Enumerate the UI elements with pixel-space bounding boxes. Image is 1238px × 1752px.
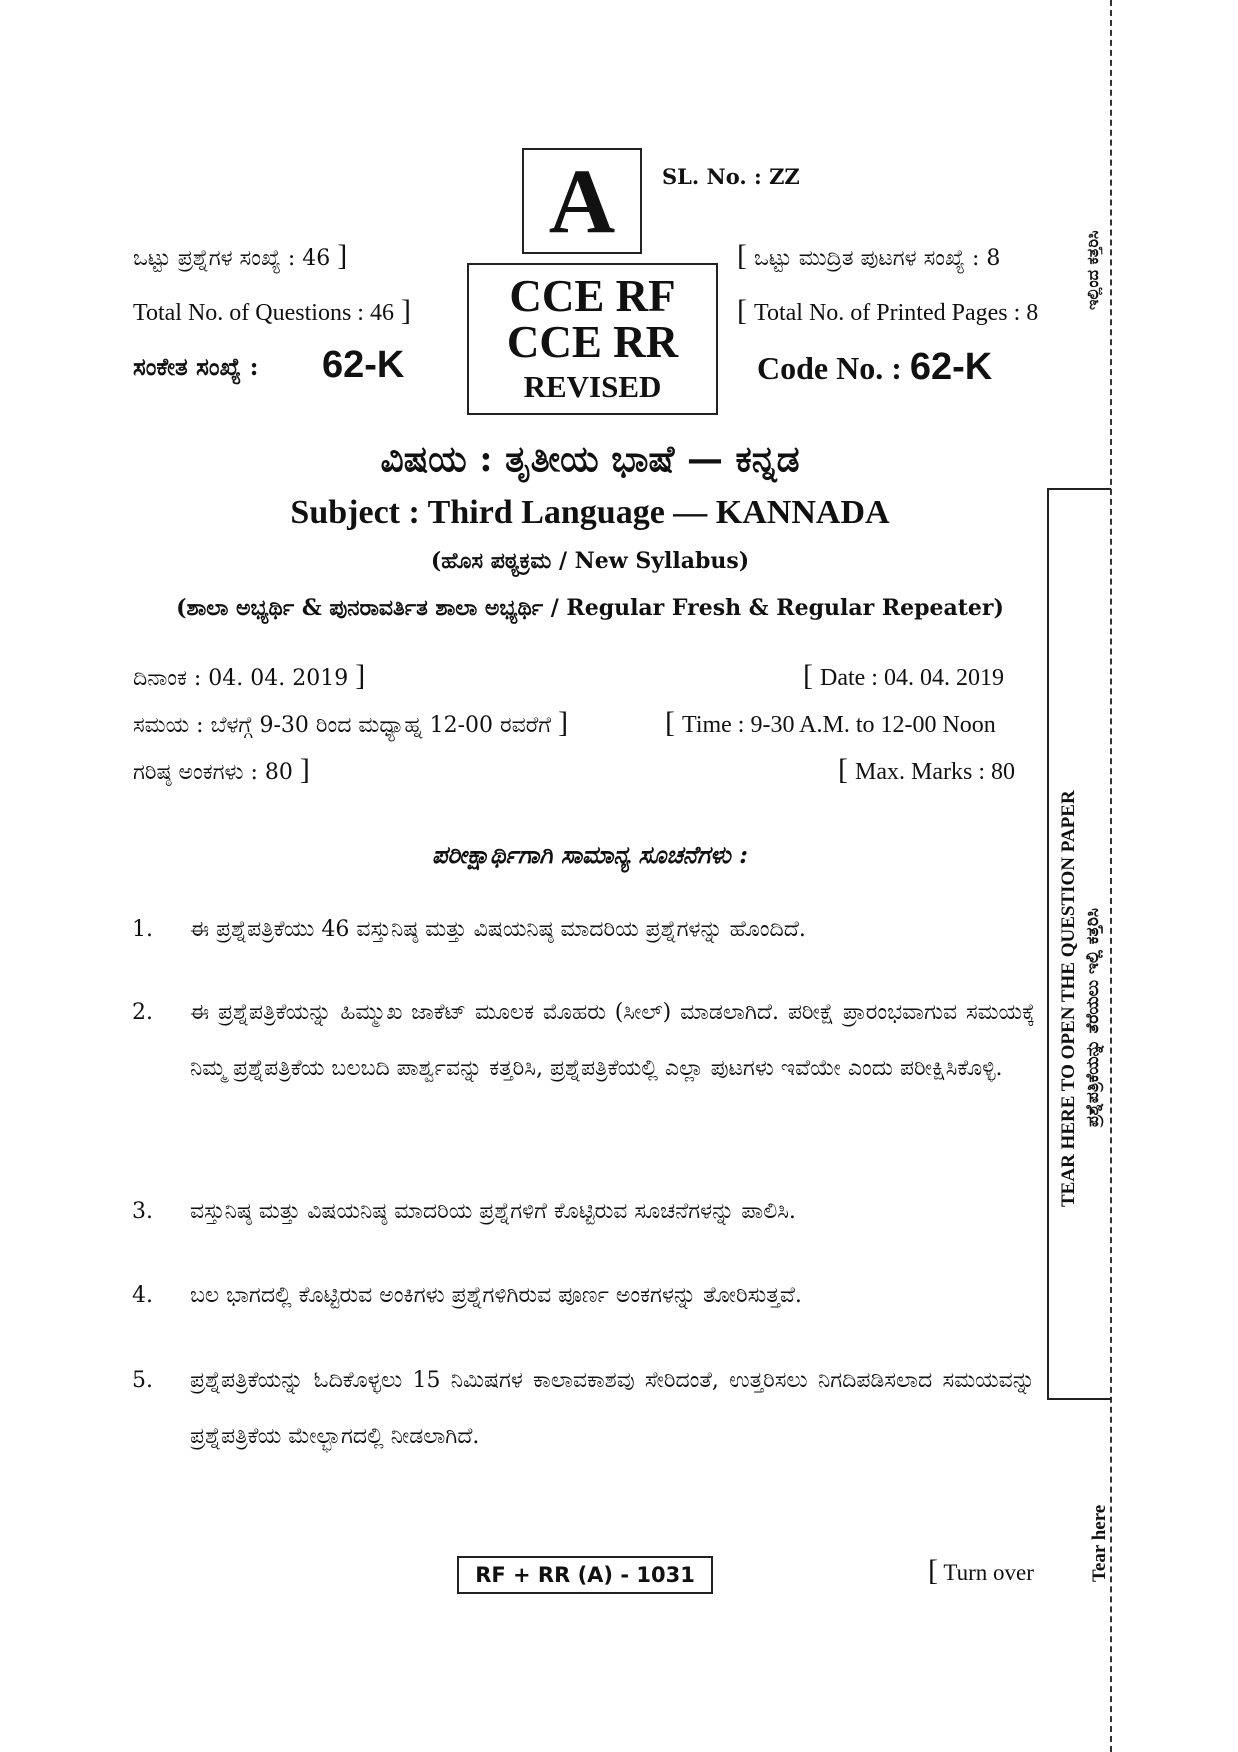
paper-code-box: RF + RR (A) - 1031 (457, 1556, 713, 1594)
total-questions-kn: ಒಟ್ಟು ಪ್ರಶ್ನೆಗಳ ಸಂಖ್ಯೆ : 46 ] (133, 239, 348, 272)
code-number-en-label: Code No. : (757, 350, 902, 386)
version-letter-box: A (522, 148, 642, 254)
course-line-rr: CCE RR (506, 317, 679, 367)
printed-pages-kn: [ ಒಟ್ಟು ಮುದ್ರಿತ ಪುಟಗಳ ಸಂಖ್ಯೆ : 8 (737, 239, 1001, 272)
code-number-kn-value: 62-K (322, 344, 405, 386)
instruction-text: ಪ್ರಶ್ನೆಪತ್ರಿಕೆಯನ್ನು ಓದಿಕೊಳ್ಳಲು 15 ನಿಮಿಷಗಳ ಕಾಲಾವಕಾಶವು ಸೇರಿದಂತೆ, ಉತ್ತರಿಸಲು ನಿಗದಿಪಡಿಸಲಾದ ಸಮಯವನ್ನು ಪ್ರಶ್ನೆಪತ್ರಿಕೆಯ ಮೇಲ್ಭಾಗದಲ್ಲಿ ನೀಡಲಾಗಿದೆ. (190, 1368, 1035, 1449)
instruction-text: ವಸ್ತುನಿಷ್ಠ ಮತ್ತು ವಿಷಯನಿಷ್ಠ ಮಾದರಿಯ ಪ್ರಶ್ನೆಗಳಿಗೆ ಕೊಟ್ಟಿರುವ ಸೂಚನೆಗಳನ್ನು ಪಾಲಿಸಿ. (190, 1199, 796, 1224)
tear-top-label-kn: ಇಲ್ಲಿಂದ ಕತ್ತರಿಸಿ (1083, 230, 1102, 310)
date-en: [ Date : 04. 04. 2019 (803, 659, 1004, 692)
instruction-number: 1. (132, 917, 153, 942)
time-kn: ಸಮಯ : ಬೆಳಗ್ಗೆ 9-30 ರಿಂದ ಮಧ್ಯಾಹ್ನ 12-00 ರವರೆಗೆ ] (133, 706, 569, 739)
turn-over-note: [ Turn over (928, 1554, 1034, 1587)
course-line-rf: CCE RF (509, 271, 676, 321)
course-box (467, 263, 718, 415)
instruction-number: 5. (132, 1368, 153, 1393)
date-kn: ದಿನಾಂಕ : 04. 04. 2019 ] (133, 659, 366, 692)
instruction-text: ಬಲ ಭಾಗದಲ್ಲಿ ಕೊಟ್ಟಿರುವ ಅಂಕಿಗಳು ಪ್ರಶ್ನೆಗಳಿಗಿರುವ ಪೂರ್ಣ ಅಂಕಗಳನ್ನು ತೋರಿಸುತ್ತವೆ. (190, 1283, 802, 1308)
total-questions-en: Total No. of Questions : 46 ] (133, 294, 411, 327)
course-line-revised: REVISED (523, 369, 662, 404)
instruction-number: 4. (132, 1283, 153, 1308)
tear-label-en: TEAR HERE TO OPEN THE QUESTION PAPER (1058, 790, 1079, 1207)
code-number-en-value: 62-K (909, 346, 993, 388)
printed-pages-en: [ Total No. of Printed Pages : 8 (737, 294, 1039, 327)
instruction-number: 2. (132, 1000, 153, 1025)
instructions-title: ಪರೀಕ್ಷಾರ್ಥಿಗಾಗಿ ಸಾಮಾನ್ಯ ಸೂಚನೆಗಳು : (432, 840, 748, 869)
instruction-text: ಈ ಪ್ರಶ್ನೆಪತ್ರಿಕೆಯು 46 ವಸ್ತುನಿಷ್ಠ ಮತ್ತು ವಿಷಯನಿಷ್ಠ ಮಾದರಿಯ ಪ್ರಶ್ನೆಗಳನ್ನು ಹೊಂದಿದೆ. (190, 917, 806, 942)
tear-here-label: Tear here (1089, 1504, 1110, 1582)
time-en: [ Time : 9-30 A.M. to 12-00 Noon (665, 706, 996, 739)
tear-label-kn: ಪ್ರಶ್ನೆಪತ್ರಿಕೆಯನ್ನು ತೆರೆಯಲು ಇಲ್ಲಿ ಕತ್ತರಿಸಿ (1083, 908, 1103, 1127)
max-marks-en: [ Max. Marks : 80 (838, 753, 1015, 786)
syllabus-line: (ಹೊಸ ಪಠ್ಯಕ್ರಮ / New Syllabus) (430, 548, 750, 574)
subject-title-en: Subject : Third Language — KANNADA (290, 494, 890, 531)
instruction-text: ಈ ಪ್ರಶ್ನೆಪತ್ರಿಕೆಯನ್ನು ಹಿಮ್ಮುಖ ಜಾಕೆಟ್ ಮೂಲಕ ಮೊಹರು (ಸೀಲ್) ಮಾಡಲಾಗಿದೆ. ಪರೀಕ್ಷೆ ಪ್ರಾರಂಭವಾಗುವ ಸಮಯಕ್ಕೆ ನಿಮ್ಮ ಪ್ರಶ್ನೆಪತ್ರಿಕೆಯ ಬಲಬದಿ ಪಾರ್ಶ್ವವನ್ನು ಕತ್ತರಿಸಿ, ಪ್ರಶ್ನೆಪತ್ರಿಕೆಯಲ್ಲಿ ಎಲ್ಲಾ ಪುಟಗಳು ಇವೆಯೇ ಎಂದು ಪರೀಕ್ಷಿಸಿಕೊಳ್ಳಿ. (190, 1000, 1035, 1081)
serial-number: SL. No. : ZZ (662, 164, 800, 189)
instruction-number: 3. (132, 1199, 153, 1224)
candidate-type-line: (ಶಾಲಾ ಅಭ್ಯರ್ಥಿ & ಪುನರಾವರ್ತಿತ ಶಾಲಾ ಅಭ್ಯರ್ಥಿ / Regular Fresh & Regular Repeater) (176, 595, 1004, 621)
code-number-en (757, 346, 992, 389)
code-number-kn-label: ಸಂಕೇತ ಸಂಖ್ಯೆ : (133, 352, 259, 381)
max-marks-kn: ಗರಿಷ್ಠ ಅಂಕಗಳು : 80 ] (133, 753, 310, 786)
subject-title-kn: ವಿಷಯ : ತೃತೀಯ ಭಾಷೆ — ಕನ್ನಡ (380, 438, 800, 480)
